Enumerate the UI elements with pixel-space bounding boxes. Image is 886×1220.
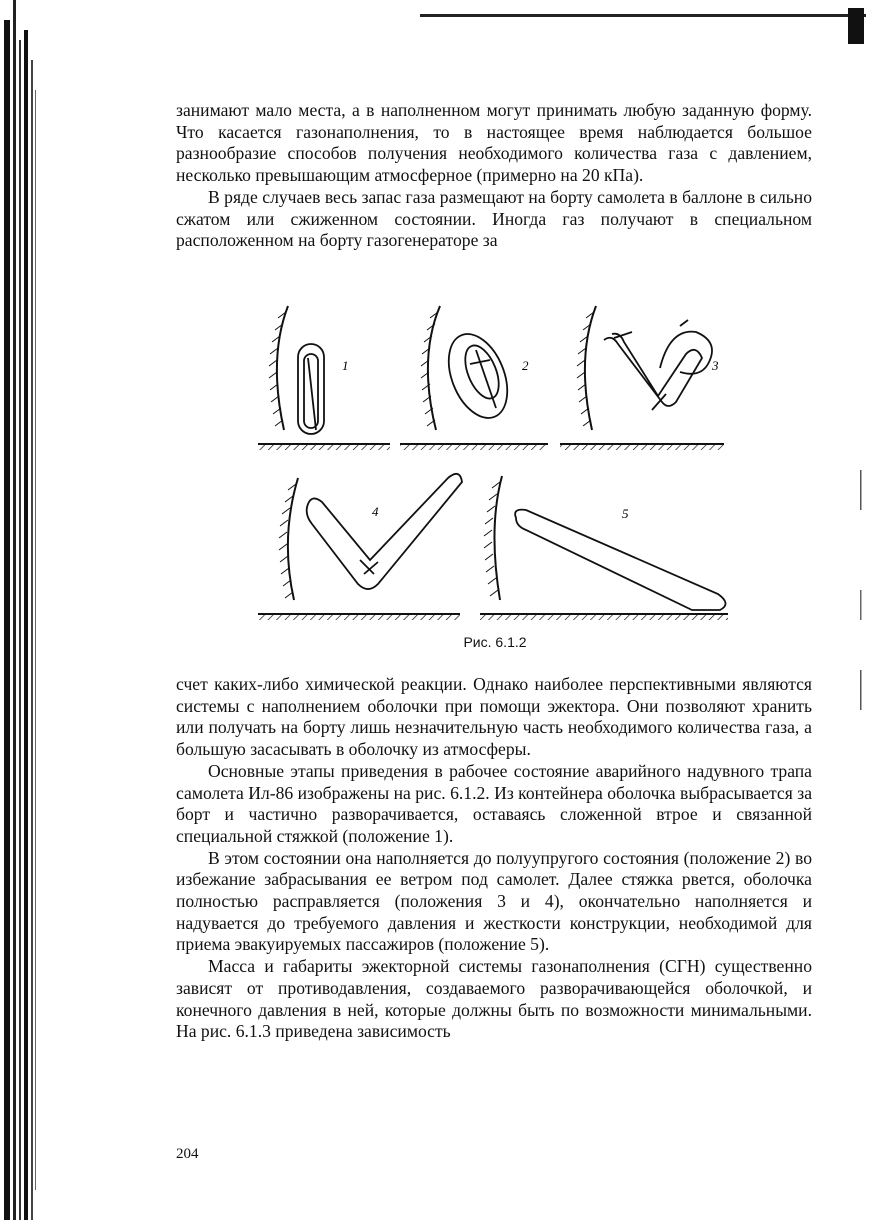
scan-corner-mark bbox=[848, 8, 864, 44]
label-position-4: 4 bbox=[372, 504, 379, 519]
ground-line-row1 bbox=[258, 444, 724, 450]
label-position-5: 5 bbox=[622, 506, 629, 521]
paragraph-main-stages: Основные этапы приведения в рабочее состояние аварийного надувного трапа самолета Ил-86 изображены на рис. 6.1.2. Из контейнера оболочка выбрасывается за борт и частично разворачивается, оставаясь сложенной втрое и связанной специальной стяжкой (положение 1). bbox=[176, 760, 812, 846]
slide-position-4 bbox=[307, 474, 462, 589]
page-number: 204 bbox=[176, 1146, 199, 1162]
scan-top-rule bbox=[420, 14, 866, 17]
slide-position-1 bbox=[298, 344, 324, 434]
figure-6-1-2 bbox=[250, 298, 740, 658]
fuselage-hatching bbox=[269, 312, 594, 598]
paragraph-filling-state: В этом состоянии она наполняется до полуупругого состояния (положение 2) во избежание забрасывания ее ветром под самолет. Далее стяжка рвется, оболочка полностью расправляется (положения 3 и 4), окончательно наполняется и надувается до требуемого давления и жесткости конструкции, необходимой для приема эвакуируемых пассажиров (положение 5). bbox=[176, 847, 812, 955]
scan-binding-edge bbox=[0, 0, 40, 1220]
text-block-top bbox=[176, 100, 812, 252]
paragraph-chemical-reaction: счет каких-либо химической реакции. Однако наиболее перспективными являются системы с наполнением оболочки при помощи эжектора. Они позволяют хранить или получать на борту лишь незначительную часть необходимого количества газа, а большую засасывать в оболочку из атмосферы. bbox=[176, 674, 812, 760]
ground-line-row2 bbox=[258, 614, 728, 620]
text-block-bottom bbox=[176, 674, 812, 1043]
scan-margin-marks bbox=[858, 470, 864, 710]
paragraph-gas-storage: В ряде случаев весь запас газа размещают на борту самолета в баллоне в сильно сжатом или сжиженном состоянии. Иногда газ получают в специальном расположенном на борту газогенераторе за bbox=[176, 186, 812, 251]
slide-position-5 bbox=[515, 510, 725, 610]
figure-drawing bbox=[250, 298, 740, 628]
figure-caption: Рис. 6.1.2 bbox=[463, 634, 527, 650]
label-position-2: 2 bbox=[522, 358, 529, 373]
label-position-3: 3 bbox=[712, 358, 719, 373]
fuselage-walls bbox=[277, 306, 596, 600]
label-position-1: 1 bbox=[342, 358, 349, 373]
paragraph-mass-dimensions: Масса и габариты эжекторной системы газонаполнения (СГН) существенно зависят от противодавления, создаваемого разворачивающейся оболочкой, и конечного давления в ней, которые должны быть по возможности минимальными. На рис. 6.1.3 приведена зависимость bbox=[176, 956, 812, 1042]
slide-position-3 bbox=[604, 320, 712, 410]
paragraph-continuation: занимают мало места, а в наполненном могут принимать любую заданную форму. Что касается газонаполнения, то в настоящее время наблюдается большое разнообразие способов получения необходимого количества газа с давлением, несколько превышающим атмосферное (примерно на 20 кПа). bbox=[176, 100, 812, 186]
slide-position-2 bbox=[437, 325, 518, 426]
